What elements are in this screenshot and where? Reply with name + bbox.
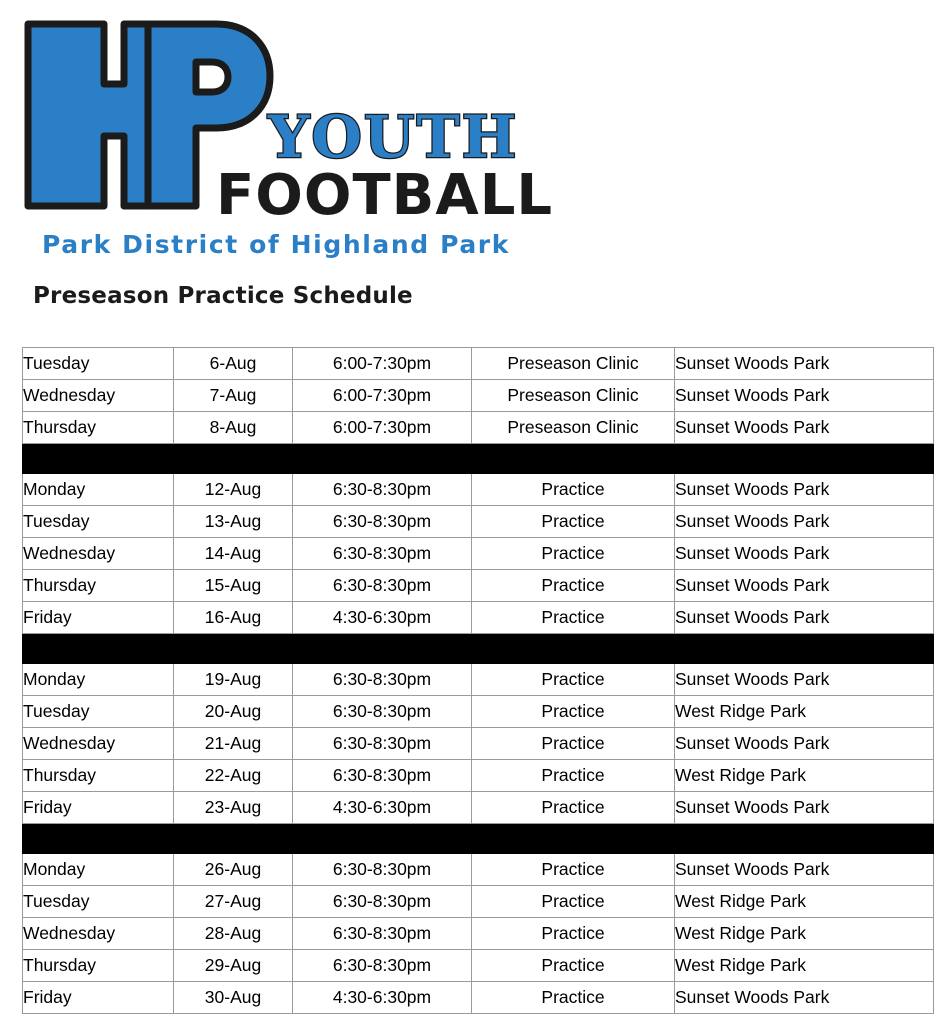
cell-date: 21-Aug: [174, 728, 293, 760]
cell-event: Practice: [472, 982, 675, 1014]
table-row: [23, 538, 934, 570]
cell-time: 4:30-6:30pm: [293, 602, 472, 634]
cell-date: 8-Aug: [174, 412, 293, 444]
logo-youth-text: YOUTH: [268, 103, 519, 171]
cell-event: Practice: [472, 728, 675, 760]
table-row-separator: [23, 824, 934, 854]
cell-time: 6:30-8:30pm: [293, 854, 472, 886]
cell-date: 23-Aug: [174, 792, 293, 824]
cell-location: Sunset Woods Park: [675, 602, 934, 634]
cell-time: 6:30-8:30pm: [293, 474, 472, 506]
table-row: [23, 348, 934, 380]
cell-date: 29-Aug: [174, 950, 293, 982]
cell-location: West Ridge Park: [675, 886, 934, 918]
cell-date: 6-Aug: [174, 348, 293, 380]
table-row: [23, 412, 934, 444]
table-row: [23, 474, 934, 506]
cell-day: Tuesday: [23, 696, 174, 728]
cell-day: Wednesday: [23, 918, 174, 950]
cell-event: Practice: [472, 506, 675, 538]
cell-time: 6:30-8:30pm: [293, 918, 472, 950]
cell-time: 6:30-8:30pm: [293, 886, 472, 918]
cell-location: West Ridge Park: [675, 760, 934, 792]
cell-time: 6:00-7:30pm: [293, 412, 472, 444]
cell-date: 30-Aug: [174, 982, 293, 1014]
cell-day: Friday: [23, 792, 174, 824]
table-row: [23, 950, 934, 982]
table-row: [23, 760, 934, 792]
cell-day: Friday: [23, 602, 174, 634]
table-row: [23, 696, 934, 728]
table-row-separator: [23, 444, 934, 474]
table-row: [23, 570, 934, 602]
cell-day: Wednesday: [23, 538, 174, 570]
cell-event: Practice: [472, 854, 675, 886]
cell-date: 22-Aug: [174, 760, 293, 792]
cell-event: Practice: [472, 664, 675, 696]
separator-cell: [23, 634, 934, 664]
cell-day: Tuesday: [23, 506, 174, 538]
practice-schedule-table: [22, 347, 934, 1014]
cell-day: Thursday: [23, 950, 174, 982]
table-row-separator: [23, 634, 934, 664]
cell-location: Sunset Woods Park: [675, 506, 934, 538]
cell-day: Monday: [23, 664, 174, 696]
table-row: [23, 982, 934, 1014]
cell-date: 19-Aug: [174, 664, 293, 696]
cell-day: Thursday: [23, 570, 174, 602]
cell-event: Practice: [472, 950, 675, 982]
cell-date: 14-Aug: [174, 538, 293, 570]
table-row: [23, 886, 934, 918]
logo-tagline-text: Park District of Highland Park: [42, 230, 510, 259]
table-row: [23, 728, 934, 760]
cell-location: Sunset Woods Park: [675, 380, 934, 412]
cell-event: Practice: [472, 696, 675, 728]
cell-day: Thursday: [23, 760, 174, 792]
cell-location: Sunset Woods Park: [675, 664, 934, 696]
cell-time: 6:30-8:30pm: [293, 728, 472, 760]
page-title: Preseason Practice Schedule: [33, 283, 413, 309]
cell-location: Sunset Woods Park: [675, 854, 934, 886]
cell-event: Practice: [472, 918, 675, 950]
separator-cell: [23, 444, 934, 474]
cell-event: Practice: [472, 886, 675, 918]
cell-time: 6:30-8:30pm: [293, 506, 472, 538]
cell-location: West Ridge Park: [675, 918, 934, 950]
cell-time: 4:30-6:30pm: [293, 792, 472, 824]
cell-date: 16-Aug: [174, 602, 293, 634]
cell-date: 26-Aug: [174, 854, 293, 886]
cell-date: 20-Aug: [174, 696, 293, 728]
cell-day: Thursday: [23, 412, 174, 444]
separator-cell: [23, 824, 934, 854]
table-row: [23, 918, 934, 950]
table-row: [23, 792, 934, 824]
cell-time: 6:30-8:30pm: [293, 760, 472, 792]
cell-day: Monday: [23, 854, 174, 886]
cell-date: 7-Aug: [174, 380, 293, 412]
cell-time: 6:30-8:30pm: [293, 950, 472, 982]
cell-date: 27-Aug: [174, 886, 293, 918]
cell-location: Sunset Woods Park: [675, 792, 934, 824]
cell-day: Monday: [23, 474, 174, 506]
logo-football-text: FOOTBALL: [216, 163, 554, 228]
organization-logo: [20, 10, 554, 262]
cell-time: 6:30-8:30pm: [293, 570, 472, 602]
cell-time: 4:30-6:30pm: [293, 982, 472, 1014]
table-row: [23, 506, 934, 538]
table-row: [23, 664, 934, 696]
cell-day: Wednesday: [23, 728, 174, 760]
cell-event: Practice: [472, 538, 675, 570]
table-row: [23, 380, 934, 412]
cell-location: Sunset Woods Park: [675, 538, 934, 570]
cell-time: 6:30-8:30pm: [293, 696, 472, 728]
cell-day: Friday: [23, 982, 174, 1014]
cell-location: Sunset Woods Park: [675, 982, 934, 1014]
cell-location: Sunset Woods Park: [675, 474, 934, 506]
cell-location: West Ridge Park: [675, 950, 934, 982]
cell-date: 28-Aug: [174, 918, 293, 950]
cell-event: Practice: [472, 760, 675, 792]
cell-date: 12-Aug: [174, 474, 293, 506]
cell-event: Practice: [472, 570, 675, 602]
cell-date: 13-Aug: [174, 506, 293, 538]
cell-day: Tuesday: [23, 348, 174, 380]
cell-time: 6:00-7:30pm: [293, 380, 472, 412]
cell-time: 6:30-8:30pm: [293, 664, 472, 696]
cell-location: Sunset Woods Park: [675, 728, 934, 760]
cell-location: Sunset Woods Park: [675, 570, 934, 602]
cell-location: West Ridge Park: [675, 696, 934, 728]
cell-time: 6:00-7:30pm: [293, 348, 472, 380]
cell-day: Wednesday: [23, 380, 174, 412]
cell-event: Practice: [472, 474, 675, 506]
table-row: [23, 602, 934, 634]
cell-event: Practice: [472, 602, 675, 634]
cell-location: Sunset Woods Park: [675, 412, 934, 444]
cell-event: Preseason Clinic: [472, 412, 675, 444]
cell-day: Tuesday: [23, 886, 174, 918]
cell-event: Preseason Clinic: [472, 348, 675, 380]
cell-event: Practice: [472, 792, 675, 824]
schedule-table-container: [22, 347, 928, 1014]
table-row: [23, 854, 934, 886]
cell-time: 6:30-8:30pm: [293, 538, 472, 570]
cell-location: Sunset Woods Park: [675, 348, 934, 380]
cell-event: Preseason Clinic: [472, 380, 675, 412]
cell-date: 15-Aug: [174, 570, 293, 602]
